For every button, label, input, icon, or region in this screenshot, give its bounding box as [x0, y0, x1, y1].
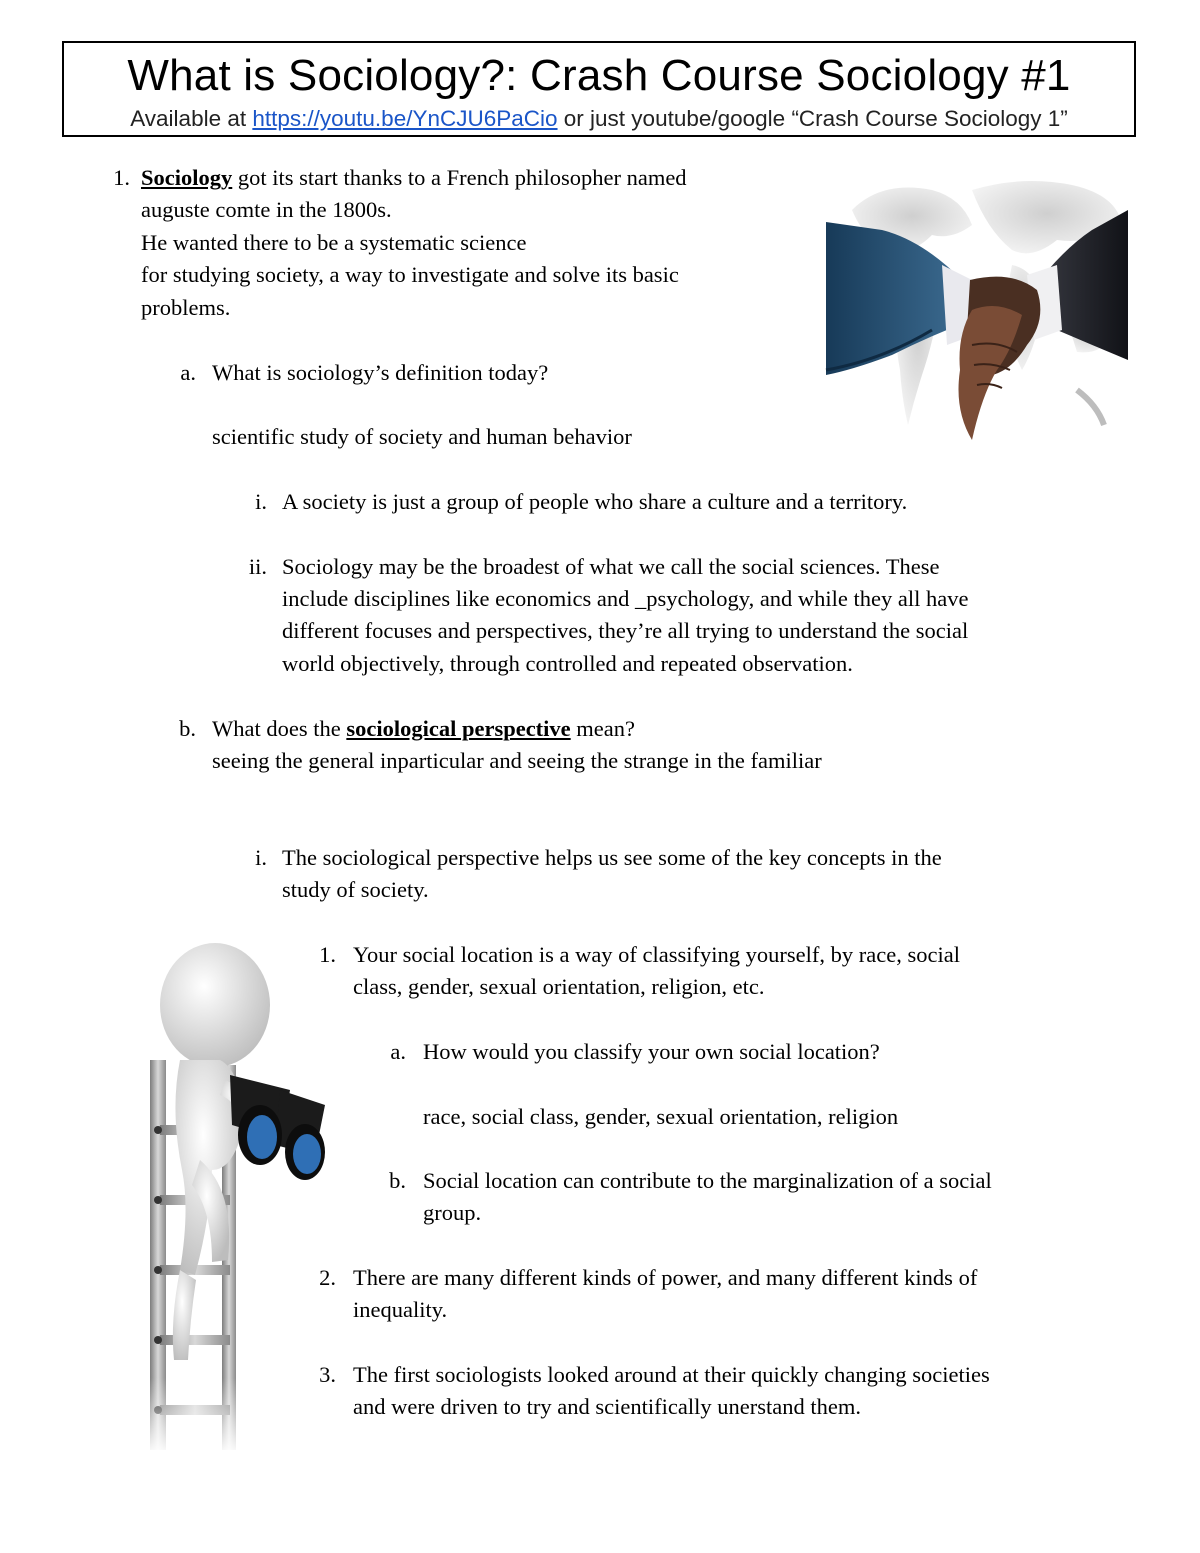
perspective-concepts-line-2: study of society. — [282, 877, 429, 902]
concept-1b-marker: b. — [389, 1168, 406, 1193]
definition-answer: scientific study of society and human behavior — [212, 424, 632, 449]
society-definition: A society is just a group of people who share a culture and a territory. — [282, 489, 908, 514]
classify-question: How would you classify your own social location? — [423, 1039, 880, 1064]
available-prefix: Available at — [130, 106, 253, 131]
item-b-marker: b. — [179, 716, 196, 741]
definition-question: What is sociology’s definition today? — [212, 360, 549, 385]
item-1-line-5: problems. — [141, 295, 231, 320]
item-1-line-2: auguste comte in the 1800s. — [141, 197, 392, 222]
item-1-line-3: He wanted there to be a systematic science — [141, 230, 527, 255]
social-sciences-line-4: world objectively, through controlled and repeated observation. — [282, 651, 853, 676]
page-title: What is Sociology?: Crash Course Sociology #1 — [127, 51, 1071, 100]
item-1-line-1: Sociology got its start thanks to a French philosopher named — [141, 165, 687, 190]
marginalization-line-1: Social location can contribute to the marginalization of a social — [423, 1168, 992, 1193]
item-1-line-4: for studying society, a way to investigate and solve its basic — [141, 262, 679, 287]
power-line-2: inequality. — [353, 1297, 448, 1322]
sociological-perspective-term: sociological perspective — [346, 716, 571, 741]
first-sociologists-line-1: The first sociologists looked around at their quickly changing societies — [353, 1362, 990, 1387]
social-location-line-1: Your social location is a way of classifying yourself, by race, social — [353, 942, 960, 967]
video-link[interactable]: https://youtu.be/YnCJU6PaCio — [252, 106, 558, 131]
power-line-1: There are many different kinds of power, and many different kinds of — [353, 1265, 978, 1290]
available-suffix: or just youtube/google “Crash Course Sociology 1” — [557, 106, 1068, 131]
title-box — [62, 41, 1136, 137]
social-sciences-line-3: different focuses and perspectives, they’re all trying to understand the social — [282, 618, 969, 643]
sociology-term: Sociology — [141, 165, 233, 190]
social-sciences-line-2: include disciplines like economics and _psychology, and while they all have — [282, 586, 969, 611]
perspective-concepts-line-1: The sociological perspective helps us see some of the key concepts in the — [282, 845, 942, 870]
source-line — [64, 105, 1134, 133]
perspective-answer: seeing the general inparticular and seeing the strange in the familiar — [212, 748, 822, 773]
classify-answer: race, social class, gender, sexual orientation, religion — [423, 1104, 899, 1129]
item-a-i-marker: i. — [255, 489, 267, 514]
item-b-i-marker: i. — [255, 845, 267, 870]
item-1-marker: 1. — [113, 165, 130, 190]
concept-3-marker: 3. — [319, 1362, 336, 1387]
social-location-line-2: class, gender, sexual orientation, religion, etc. — [353, 974, 765, 999]
first-sociologists-line-2: and were driven to try and scientifically unerstand them. — [353, 1394, 861, 1419]
social-sciences-line-1: Sociology may be the broadest of what we call the social sciences. These — [282, 554, 940, 579]
perspective-question: What does the sociological perspective mean? — [212, 716, 636, 741]
handshake-image — [822, 170, 1132, 445]
concept-2-marker: 2. — [319, 1265, 336, 1290]
light-hand — [959, 306, 1023, 440]
item-a-ii-marker: ii. — [248, 554, 267, 579]
concept-1a-marker: a. — [390, 1039, 406, 1064]
marginalization-line-2: group. — [423, 1200, 482, 1225]
concept-1-marker: 1. — [319, 942, 336, 967]
item-a-marker: a. — [180, 360, 196, 385]
